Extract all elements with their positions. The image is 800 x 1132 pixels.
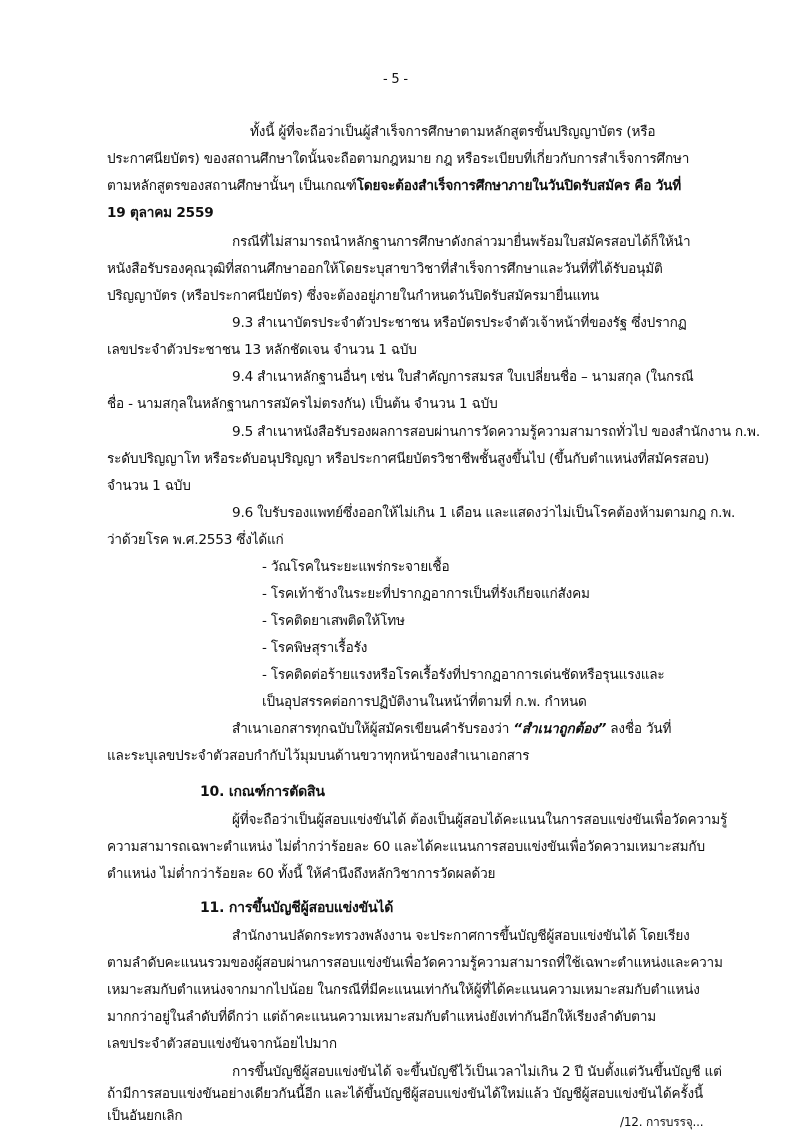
intro-line-1: ทั้งนี้ ผู้ที่จะถือว่าเป็นผู้สำเร็จการศึกษาตามหลักสูตรขั้นปริญญาบัตร (หรือ xyxy=(250,124,656,140)
no-evidence-line-3: ปริญญาบัตร (หรือประกาศนียบัตร) ซึ่งจะต้องอยู่ภายในกำหนดวันปิดรับสมัครมายื่นแทน xyxy=(107,288,599,304)
section-11-p2-line: ถ้ามีการสอบแข่งขันอย่างเดียวกันนี้อีก และได้ขึ้นบัญชีผู้สอบแข่งขันได้ใหม่แล้ว บัญชีผู้สอบแข่งขันได้ครั้งนี้ xyxy=(107,1086,704,1102)
section-11-p2-line: การขึ้นบัญชีผู้สอบแข่งขันได้ จะขึ้นบัญชีไว้เป็นเวลาไม่เกิน 2 ปี นับตั้งแต่วันขึ้นบัญชี แต่ xyxy=(232,1064,722,1080)
item-9-3-line-1: 9.3 สำเนาบัตรประจำตัวประชาชน หรือบัตรประจำตัวเจ้าหน้าที่ของรัฐ ซึ่งปรากฏ xyxy=(232,315,687,331)
disease-list-item: - โรคติดต่อร้ายแรงหรือโรคเรื้อรังที่ปรากฏอาการเด่นชัดหรือรุนแรงและ xyxy=(262,667,665,683)
section-11-p1-line: เลขประจำตัวสอบแข่งขันจากน้อยไปมาก xyxy=(107,1036,337,1052)
disease-list-continuation: เป็นอุปสรรคต่อการปฏิบัติงานในหน้าที่ตามที่ ก.พ. กำหนด xyxy=(262,694,587,710)
item-9-5-line-3: จำนวน 1 ฉบับ xyxy=(107,478,191,494)
item-9-4-line-2: ชื่อ - นามสกุลในหลักฐานการสมัครไม่ตรงกัน) เป็นต้น จำนวน 1 ฉบับ xyxy=(107,396,498,412)
section-11-p1-line: มากกว่าอยู่ในลำดับที่ดีกว่า แต่ถ้าคะแนนความเหมาะสมกับตำแหน่งยังเท่ากันอีกให้เรียงลำดับตาม xyxy=(107,1009,657,1025)
page-number: - 5 - xyxy=(383,72,408,87)
item-9-6-line-2: ว่าด้วยโรค พ.ศ.2553 ซึ่งได้แก่ xyxy=(107,532,284,548)
section-11-p1-line: สำนักงานปลัดกระทรวงพลังงาน จะประกาศการขึ้นบัญชีผู้สอบแข่งขันได้ โดยเรียง xyxy=(232,928,690,944)
no-evidence-line-2: หนังสือรับรองคุณวุฒิที่สถานศึกษาออกให้โดยระบุสาขาวิชาที่สำเร็จการศึกษาและวันที่ที่ได้รับอนุมัติ xyxy=(107,261,663,277)
section-10-heading: 10. เกณฑ์การตัดสิน xyxy=(200,784,325,800)
intro-line-3 xyxy=(107,176,681,196)
certify-line-2: และระบุเลขประจำตัวสอบกำกับไว้มุมบนด้านขวาทุกหน้าของสำเนาเอกสาร xyxy=(107,748,530,764)
disease-list-item: - โรคติดยาเสพติดให้โทษ xyxy=(262,613,405,629)
section-11-p2-line: เป็นอันยกเลิก xyxy=(107,1108,183,1124)
section-10-line-3: ตำแหน่ง ไม่ต่ำกว่าร้อยละ 60 ทั้งนี้ ให้คำนึงถึงหลักวิชาการวัดผลด้วย xyxy=(107,866,496,882)
item-9-3-line-2: เลขประจำตัวประชาชน 13 หลักชัดเจน จำนวน 1 ฉบับ xyxy=(107,342,417,358)
intro-line-3-deadline: โดยจะต้องสำเร็จการศึกษาภายในวันปิดรับสมัคร คือ วันที่ xyxy=(356,178,682,194)
disease-list-item: - โรคเท้าช้างในระยะที่ปรากฏอาการเป็นที่รังเกียจแก่สังคม xyxy=(262,586,590,602)
section-10-line-1: ผู้ที่จะถือว่าเป็นผู้สอบแข่งขันได้ ต้องเป็นผู้สอบได้คะแนนในการสอบแข่งขันเพื่อวัดความรู้ xyxy=(232,812,728,828)
section-11-p1-line: เหมาะสมกับตำแหน่งจากมากไปน้อย ในกรณีที่มีคะแนนเท่ากันให้ผู้ที่ได้คะแนนความเหมาะสมกับตำแหน่ง xyxy=(107,982,700,998)
item-9-6-line-1: 9.6 ใบรับรองแพทย์ซึ่งออกให้ไม่เกิน 1 เดือน และแสดงว่าไม่เป็นโรคต้องห้ามตามกฎ ก.พ. xyxy=(232,505,736,521)
section-10-line-2: ความสามารถเฉพาะตำแหน่ง ไม่ต่ำกว่าร้อยละ 60 และได้คะแนนการสอบแข่งขันเพื่อวัดความเหมาะสมกับ xyxy=(107,839,705,855)
disease-list-item: - วัณโรคในระยะแพร่กระจายเชื้อ xyxy=(262,559,450,575)
intro-line-3-text: ตามหลักสูตรของสถานศึกษานั้นๆ เป็นเกณฑ์ xyxy=(107,178,357,194)
intro-line-2: ประกาศนียบัตร) ของสถานศึกษาใดนั้นจะถือตามกฎหมาย กฎ หรือระเบียบที่เกี่ยวกับการสำเร็จการศึกษา xyxy=(107,151,690,167)
certify-text-post: ลงชื่อ วันที่ xyxy=(606,721,672,737)
continuation-marker: /12. การบรรจุ... xyxy=(620,1115,704,1129)
section-11-p1-line: ตามลำดับคะแนนรวมของผู้สอบผ่านการสอบแข่งขันเพื่อวัดความรู้ความสามารถที่ใช้เฉพาะตำแหน่งและความ xyxy=(107,955,723,971)
item-9-5-line-2: ระดับปริญญาโท หรือระดับอนุปริญญา หรือประกาศนียบัตรวิชาชีพชั้นสูงขึ้นไป (ขึ้นกับตำแหน่งที่สมัครสอบ) xyxy=(107,451,710,467)
certify-text-pre: สำเนาเอกสารทุกฉบับให้ผู้สมัครเขียนคำรับรองว่า xyxy=(232,721,514,737)
no-evidence-line-1: กรณีที่ไม่สามารถนำหลักฐานการศึกษาดังกล่าวมายื่นพร้อมใบสมัครสอบได้ก็ให้นำ xyxy=(232,234,691,250)
certify-line-1 xyxy=(232,719,671,739)
section-11-heading: 11. การขึ้นบัญชีผู้สอบแข่งขันได้ xyxy=(200,900,394,916)
disease-list-item: - โรคพิษสุราเรื้อรัง xyxy=(262,640,368,656)
item-9-5-line-1: 9.5 สำเนาหนังสือรับรองผลการสอบผ่านการวัดความรู้ความสามารถทั่วไป ของสำนักงาน ก.พ. xyxy=(232,424,760,440)
certify-quote: “สำเนาถูกต้อง” xyxy=(513,721,607,737)
item-9-4-line-1: 9.4 สำเนาหลักฐานอื่นๆ เช่น ใบสำคัญการสมรส ใบเปลี่ยนชื่อ – นามสกุล (ในกรณี xyxy=(232,369,694,385)
intro-deadline-date: 19 ตุลาคม 2559 xyxy=(107,205,214,221)
